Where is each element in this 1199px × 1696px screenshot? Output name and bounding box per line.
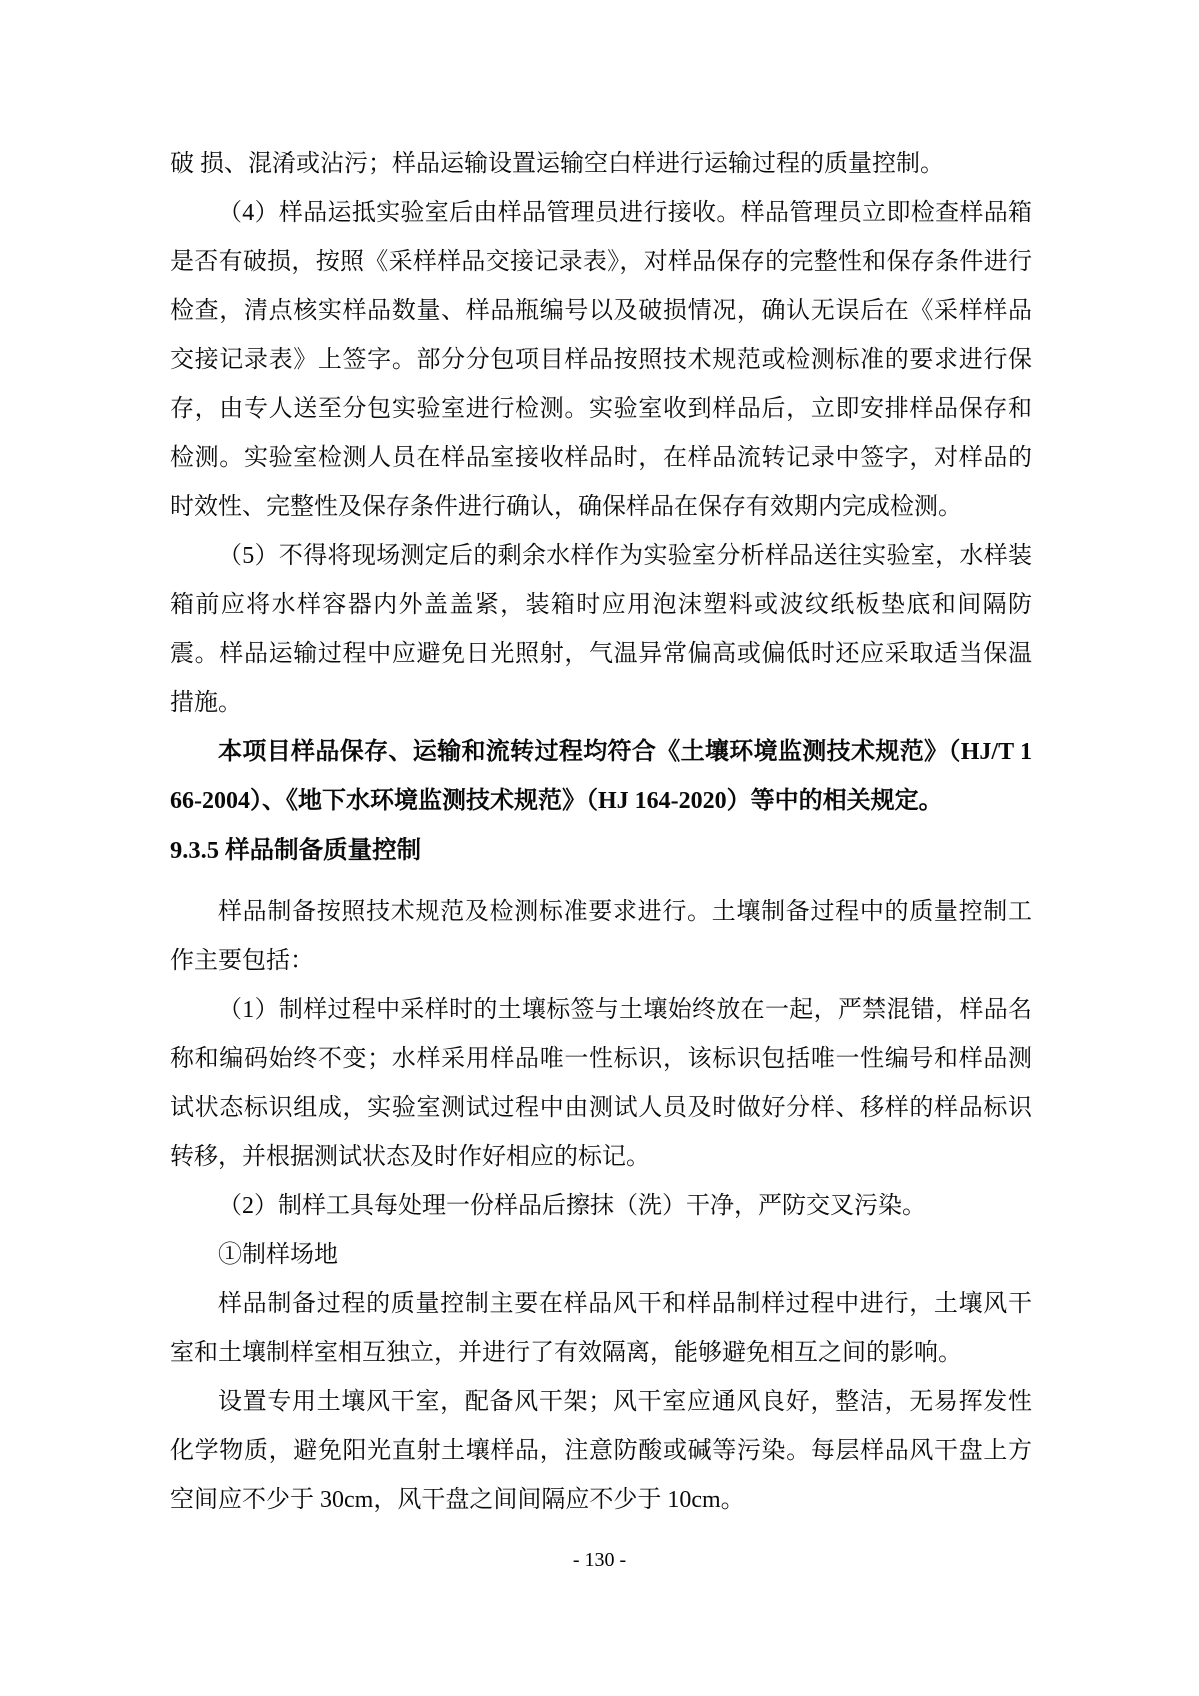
- paragraph-prep-site-detail: 样品制备过程的质量控制主要在样品风干和样品制样过程中进行，土壤风干室和土壤制样室相互独立，并进行了有效隔离，能够避免相互之间的影响。: [170, 1291, 1032, 1366]
- paragraph-item-2: （2）制样工具每处理一份样品后擦抹（洗）干净，严防交叉污染。: [218, 1193, 926, 1219]
- paragraph-sample-prep-intro: 样品制备按照技术规范及检测标准要求进行。土壤制备过程中的质量控制工作主要包括：: [170, 899, 1032, 974]
- paragraph-drying-room: 设置专用土壤风干室，配备风干架；风干室应通风良好，整洁，无易挥发性化学物质，避免阳光直射土壤样品，注意防酸或碱等污染。每层样品风干盘上方空间应不少于 30cm，风干盘之间间隔应不少于 10cm。: [170, 1389, 1032, 1513]
- paragraph-circled-1-prep-site: ①制样场地: [218, 1242, 338, 1268]
- paragraph-item-4: （4）样品运抵实验室后由样品管理员进行接收。样品管理员立即检查样品箱是否有破损，按照《采样样品交接记录表》，对样品保存的完整性和保存条件进行检查，清点核实样品数量、样品瓶编号以及破损情况，确认无误后在《采样样品交接记录表》上签字。部分分包项目样品按照技术规范或检测标准的要求进行保存，由专人送至分包实验室进行检测。实验室收到样品后，立即安排样品保存和检测。实验室检测人员在样品室接收样品时，在样品流转记录中签字，对样品的时效性、完整性及保存条件进行确认，确保样品在保存有效期内完成检测。: [170, 200, 1032, 520]
- paragraph-item-1: （1）制样过程中采样时的土壤标签与土壤始终放在一起，严禁混错，样品名称和编码始终不变；水样采用样品唯一性标识，该标识包括唯一性编号和样品测试状态标识组成，实验室测试过程中由测试人员及时做好分样、移样的样品标识转移，并根据测试状态及时作好相应的标记。: [170, 997, 1032, 1170]
- paragraph-item-5: （5）不得将现场测定后的剩余水样作为实验室分析样品送往实验室，水样装箱前应将水样容器内外盖盖紧，装箱时应用泡沫塑料或波纹纸板垫底和间隔防震。样品运输过程中应避免日光照射，气温异常偏高或偏低时还应采取适当保温措施。: [170, 543, 1032, 716]
- paragraph-continuation: 破 损、混淆或沾污；样品运输设置运输空白样进行运输过程的质量控制。: [170, 151, 944, 177]
- paragraph-compliance-statement: 本项目样品保存、运输和流转过程均符合《土壤环境监测技术规范》（HJ/T 166-2004）、《地下水环境监测技术规范》（HJ 164-2020）等中的相关规定。: [170, 739, 1032, 814]
- document-body: [170, 140, 1032, 1525]
- page-number: - 130 -: [572, 1549, 627, 1571]
- section-heading-9-3-5: 9.3.5 样品制备质量控制: [170, 837, 422, 864]
